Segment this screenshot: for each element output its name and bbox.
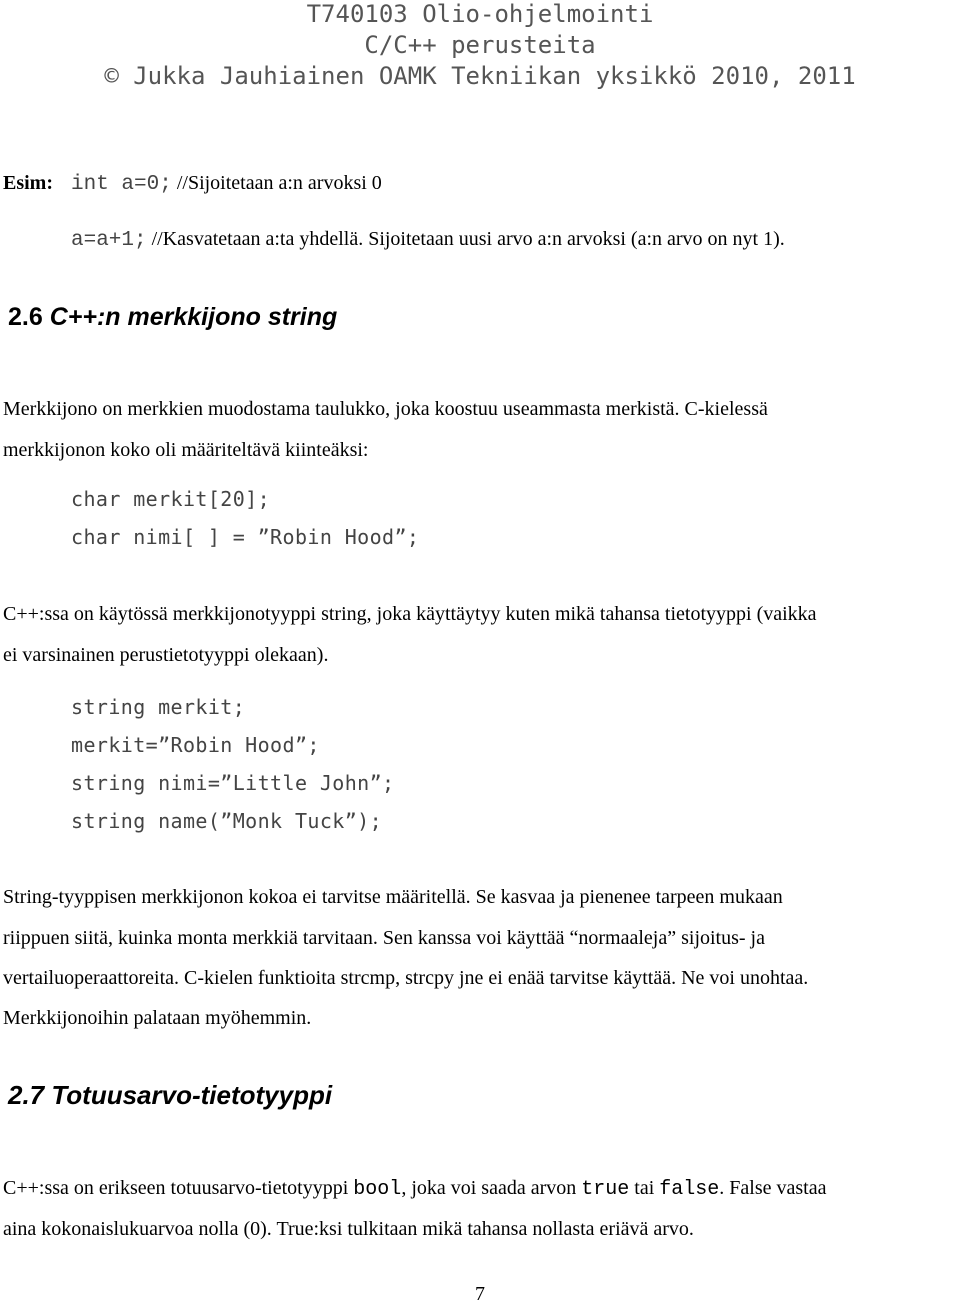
paragraph-line: aina kokonaislukuarvoa nolla (0). True:ksi tulkitaan mikä tahansa nollasta eriävä arvo. [3,1218,694,1240]
code-line: string merkit; [71,695,246,719]
text-run: , joka voi saada arvon [401,1177,582,1199]
code-line: char merkit[20]; [71,487,271,511]
paragraph-line: Merkkijonoihin palataan myöhemmin. [3,1007,312,1029]
paragraph-line: vertailuoperaattoreita. C-kielen funktioita strcmp, strcpy jne ei enää tarvitse käyttää. Ne voi unohtaa. [3,967,809,989]
keyword-true: true [581,1178,630,1201]
example-line-1 [3,172,382,196]
example-comment-1: //Sijoitetaan a:n arvoksi 0 [171,172,382,194]
header-course-title: T740103 Olio-ohjelmointi [306,0,654,28]
example-code-1: int a=0; [71,173,172,196]
code-line: string name(”Monk Tuck”); [71,809,383,833]
paragraph-line: Merkkijono on merkkien muodostama taulukko, joka koostuu useammasta merkistä. C-kielessä [3,398,768,420]
paragraph-line: riippuen siitä, kuinka monta merkkiä tarvitaan. Sen kanssa voi käyttää “normaaleja” sijoitus- ja [3,927,765,949]
example-code-2: a=a+1; [71,229,147,252]
section-number: 2.6 [8,303,43,331]
paragraph-line [3,1177,826,1201]
keyword-bool: bool [353,1178,402,1201]
section-2-7-heading [8,1080,332,1111]
paragraph-line: String-tyyppisen merkkijonon kokoa ei tarvitse määritellä. Se kasvaa ja pienenee tarpeen mukaan [3,886,783,908]
header-topic: C/C++ perusteita [364,31,596,59]
code-line: char nimi[ ] = ”Robin Hood”; [71,525,420,549]
header-copyright: © Jukka Jauhiainen OAMK Tekniikan yksikkö 2010, 2011 [104,62,856,90]
example-line-2 [71,228,785,252]
section-number: 2.7 [8,1080,45,1110]
section-title: Totuusarvo-tietotyyppi [44,1080,333,1110]
keyword-false: false [659,1178,720,1201]
text-run: tai [629,1177,660,1199]
page-number: 7 [475,1283,485,1305]
section-title: C++:n merkkijono string [42,303,338,331]
paragraph-line: ei varsinainen perustietotyyppi olekaan). [3,644,329,666]
paragraph-line: merkkijonon koko oli määriteltävä kiinteäksi: [3,439,369,461]
paragraph-line: C++:ssa on käytössä merkkijonotyyppi string, joka käyttäytyy kuten mikä tahansa tietotyyppi (vaikka [3,603,817,625]
example-label: Esim: [3,172,53,194]
example-comment-2: //Kasvatetaan a:ta yhdellä. Sijoitetaan uusi arvo a:n arvoksi (a:n arvo on nyt 1). [146,228,785,250]
code-line: string nimi=”Little John”; [71,771,395,795]
text-run: C++:ssa on erikseen totuusarvo-tietotyyppi [3,1177,354,1199]
text-run: . False vastaa [719,1177,827,1199]
code-line: merkit=”Robin Hood”; [71,733,320,757]
section-2-6-heading [8,303,337,332]
